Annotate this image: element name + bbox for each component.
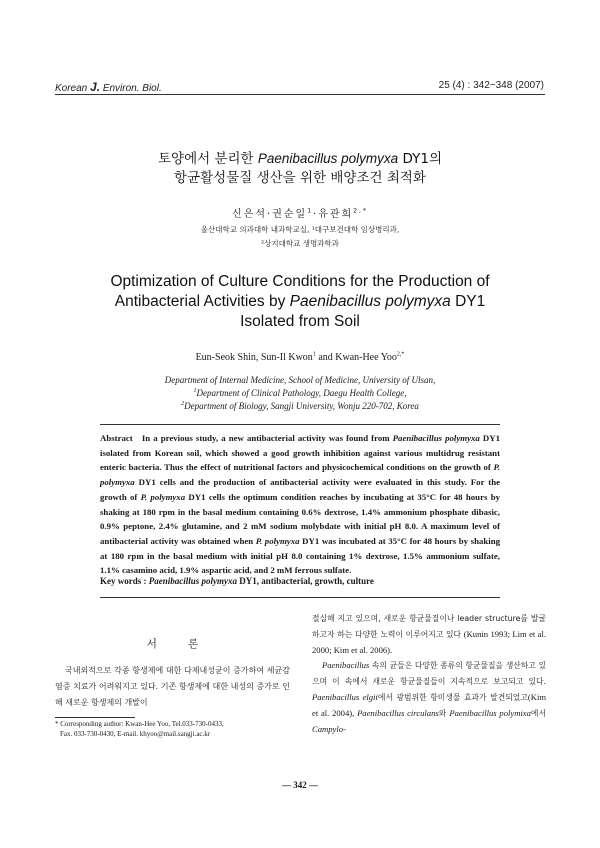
korean-affiliation-line1: 울산대학교 의과대학 내과학교실, ¹대구보건대학 임상병리과, [200, 225, 400, 234]
korean-affiliation-line2: ²상지대학교 생명과학과 [261, 239, 339, 248]
korean-authors: 신은석·권순일$^1$·유관희$^{2,*}$ [232, 207, 368, 220]
korean-title-line1: 토양에서 분리한 Paenibacillus polymyxa DY1의 [157, 151, 443, 167]
corresponding-author-footnote: * Corresponding author: Kwan-Hee Yoo, Tel.033-730-0433, Fax. 033-730-0430, E-mail. khyoo@mail.sangji.ac.kr [55, 720, 224, 738]
footnote-rule [55, 717, 135, 718]
abstract-label: Abstract [100, 433, 133, 443]
citation: 25 (4) : 342~348 (2007) [438, 80, 544, 91]
abstract-bottom-rule [100, 597, 500, 598]
korean-title-line2: 항균활성물질 생산을 위한 배양조건 최적화 [174, 170, 426, 186]
english-affiliation-line1: Department of Internal Medicine, School of Medicine, University of Ulsan, [164, 375, 436, 385]
page-number: — 342 — [282, 780, 318, 790]
paragraph: 절실해 지고 있으며, 새로운 항균물질이나 leader structure를 발굴하고자 하는 다양한 노력이 이루어지고 있다 (Kunin 1993; Lim et al. 2000; Kim et al. 2006). [312, 614, 546, 655]
section-heading-introduction: 서 론 [146, 638, 199, 650]
abstract: Abstract In a previous study, a new antibacterial activity was found from Paenibacillus polymyxa DY1 isolated from Korean soil, which showed a good growth inhibition against various multidrug resistant enteric bacteria. Thus the effect of nutritional factors and physicochemical conditions on the growth of P. polymyxa DY1 cells and the production of antibacterial activity were evaluated in this study. For the growth of P. polymyxa DY1 cells the optimum condition reaches by incubating at 35°C for 48 hours by shaking at 180 rpm in the basal medium containing 0.6% dextrose, 1.4% ammonium phosphate dibasic, 0.9% peptone, 2.4% glutamine, and 2 mM sodium molybdate with initial pH 8.0. A maximum level of antibacterial activity was obtained when P. polymyxa DY1 was incubated at 35°C for 48 hours by shaking at 180 rpm in the basal medium with initial pH 8.0 containing 1% dextrose, 1.5% ammonium sulfate, 1.1% casamino acid, 1.9% aspartic acid, and 2 mM ferrous sulfate. [100, 433, 501, 576]
header-rule [55, 94, 545, 95]
english-title-line1: Optimization of Culture Conditions for the Production of [110, 273, 490, 290]
right-column-text [312, 611, 546, 737]
english-affiliation-line3: $^2$Department of Biology, Sangji University, Wonju 220-702, Korea [181, 401, 419, 411]
abstract-top-rule [100, 424, 500, 425]
introduction-body: 국내외적으로 각종 항생제에 대한 다제내성균이 증가하여 세균감염증 치료가 어려워지고 있다. 기존 항생제에 대한 내성의 증가로 인해 새로운 항생제의 개발이 [55, 666, 290, 707]
paragraph: Paenibacillus 속의 균들은 다양한 종류의 항균물질을 생산하고 있으며 이 속에서 새로운 항균물질들이 지속적으로 보고되고 있다. Paenibacillus elgii에서 광범위한 항미생물 효과가 발견되었고(Kim et al. 2004), Paenibacillus circulans와 Paenibacillus polymixa에서 Campylo- [312, 660, 547, 734]
journal-logo-j: J. [90, 80, 101, 94]
english-title-line3: Isolated from Soil [240, 313, 360, 330]
keywords: Key words : Paenibacillus polymyxa DY1, antibacterial, growth, culture [100, 576, 374, 586]
english-title-line2: Antibacterial Activities by Paenibacillus polymyxa DY1 [114, 293, 486, 310]
journal-name: Korean J. Environ. Biol. [55, 80, 162, 94]
english-authors: Eun-Seok Shin, Sun-Il Kwon$^1$ and Kwan-Hee Yoo$^{2,*}$ [195, 351, 405, 363]
english-affiliation-line2: $^1$Department of Clinical Pathology, Daegu Health College, [193, 388, 407, 398]
